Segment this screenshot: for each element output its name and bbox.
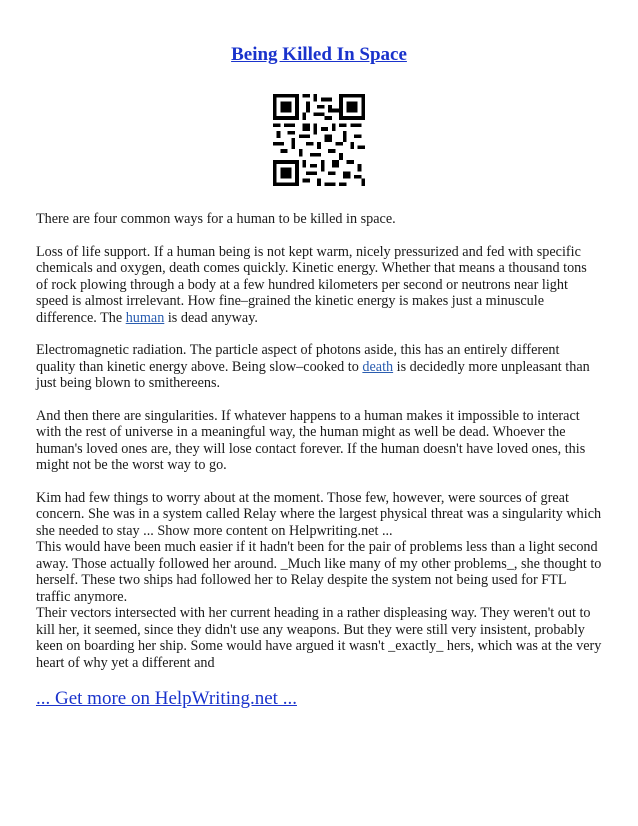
paragraph: Their vectors intersected with her current heading in a rather displeasing way. They weren't out to kill her, it seemed, since they didn't use any weapons. But they were still very insistent, probably keen on boarding her ship. Some would have argued it wasn't _exactly_ hers, which was at the very heart of why yet a different and: [36, 605, 602, 671]
death-link[interactable]: death: [362, 358, 394, 375]
paragraph: Kim had few things to worry about at the moment. Those few, however, were sources of great concern. She was in a system called Relay where the largest physical threat was a singularity which she needed to stay ... Show more content on Helpwriting.net ...: [36, 489, 602, 539]
article-body: [36, 211, 602, 671]
title-link[interactable]: Being Killed In Space: [231, 44, 407, 65]
paragraph-text: is dead anyway.: [164, 309, 258, 326]
paragraph: This would have been much easier if it hadn't been for the pair of problems less than a light second away. Those actually followed her around. _Much like many of my other problems_, she thought to herself. These two ships had followed her to Relay despite the system not being used for FTL traffic anymore.: [36, 539, 602, 605]
paragraph-text: Loss of life support. If a human being is not kept warm, nicely pressurized and fed with specific chemicals and oxygen, death comes quickly. Kinetic energy. Whether that means a thousand tons of rock plowing through a body at a few hundred kilometers per second or neutrons near light speed is almost irrelevant. How fine–grained the kinetic energy is makes just a minuscule difference. The: [36, 243, 587, 326]
human-link[interactable]: human: [125, 309, 165, 326]
get-more-link[interactable]: ... Get more on HelpWriting.net ...: [36, 688, 297, 709]
paragraph: [36, 342, 602, 392]
paragraph: And then there are singularities. If whatever happens to a human makes it impossible to interact with the rest of universe in a meaningful way, the human might as well be dead. Whoever the human's loved ones are, they will lose contact forever. If the human doesn't have loved ones, this might not be the worst way to go.: [36, 407, 586, 473]
qr-code-icon: [273, 94, 365, 186]
page-title: [0, 44, 638, 66]
paragraph: There are four common ways for a human to be killed in space.: [36, 211, 396, 227]
paragraph-text: Electromagnetic radiation. The particle aspect of photons aside, this has an entirely different quality than kinetic energy above. Being slow–cooked to: [36, 342, 560, 375]
paragraph: [36, 244, 602, 327]
paragraph-text: is decidedly more unpleasant than just being blown to smithereens.: [36, 358, 590, 391]
more-link-container: [36, 688, 297, 710]
